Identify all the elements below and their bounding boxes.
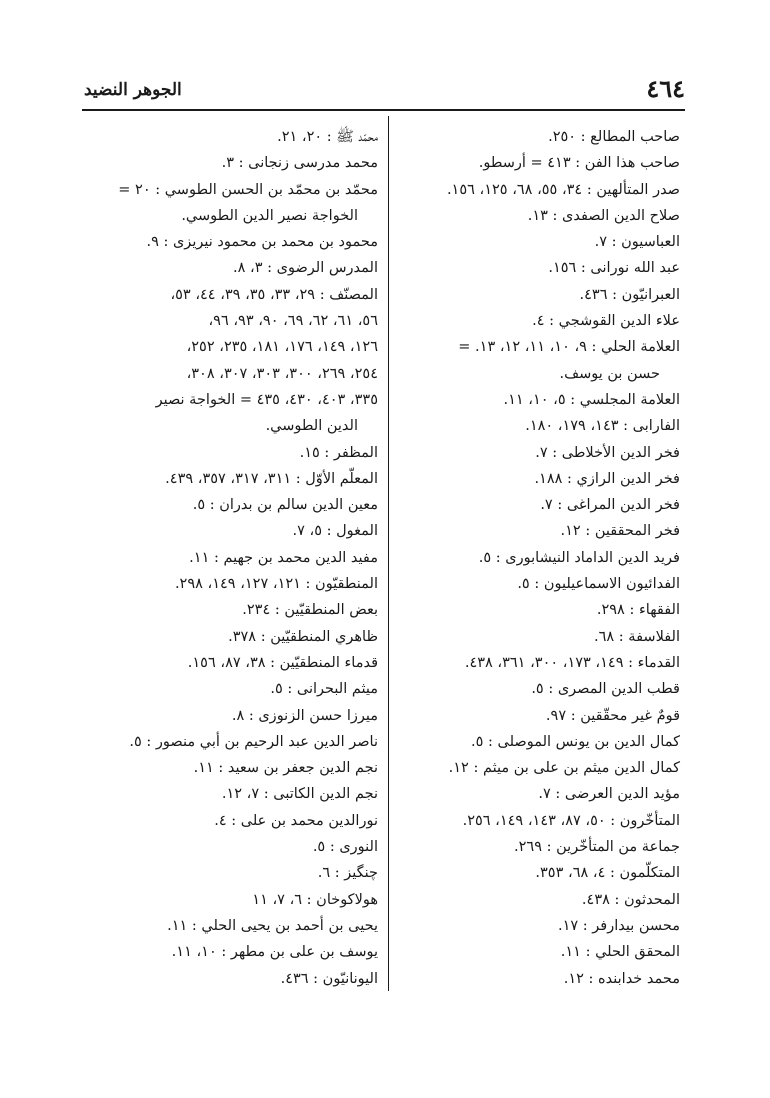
- index-entry-text: صاحب المطالع : ٢٥٠.: [548, 129, 680, 145]
- index-entry-text: محمد خدابنده : ١٢.: [563, 970, 680, 987]
- index-entry: [82, 150, 378, 176]
- index-entry: [82, 282, 378, 308]
- index-entry-text: المحقق الحلي : ١١.: [560, 944, 680, 961]
- index-entry: [398, 571, 680, 597]
- index-entry-text: محمّد ﷺ : ٢٠، ٢١.: [277, 129, 378, 145]
- index-entry-text: صلاح الدين الصفدى : ١٣.: [527, 207, 680, 224]
- index-entry: [82, 860, 378, 886]
- index-entry-text: المظفر : ١٥.: [299, 444, 378, 461]
- index-entry-text: محمد مدرسى زنجانى : ٣.: [221, 155, 378, 172]
- index-entry-text: علاء الدين القوشجي : ٤.: [532, 313, 680, 330]
- index-entry-text: الفارابى : ١٤٣، ١٧٩، ١٨٠.: [525, 418, 680, 435]
- index-entry: [82, 597, 378, 623]
- index-entry: [398, 255, 680, 281]
- index-entry-text: محسن بيدارفر : ١٧.: [558, 917, 680, 934]
- index-entry-text: المصنّف : ٢٩، ٣٣، ٣٥، ٣٩، ٤٤، ٥٣،: [170, 286, 378, 303]
- index-entry-text: چنگيز : ٦.: [317, 865, 378, 882]
- index-entry: [82, 255, 378, 281]
- index-entry: [82, 834, 378, 860]
- page-number: ٤٦٤: [646, 74, 685, 103]
- index-entry-text: صاحب هذا الفن : ٤١٣ = أرسطو.: [478, 155, 680, 172]
- index-entry: [398, 729, 680, 755]
- index-entry: [398, 545, 680, 571]
- index-entry-text: المتأخّرون : ٥٠، ٨٧، ١٤٣، ١٤٩، ٢٥٦.: [462, 812, 680, 829]
- index-entry-text: قطب الدين المصرى : ٥.: [531, 681, 680, 698]
- index-entry: [82, 229, 378, 255]
- index-entry-text: مفيد الدين محمد بن جهيم : ١١.: [189, 549, 378, 566]
- index-entry-text: المحدثون : ٤٣٨.: [581, 891, 680, 908]
- index-entry-text: محمود بن محمد بن محمود نيريزى : ٩.: [146, 234, 378, 251]
- index-entry: [398, 334, 680, 387]
- index-entry-text: الفلاسفة : ٦٨.: [594, 628, 680, 645]
- index-entry: [82, 624, 378, 650]
- index-entry-text: العبرانيّون : ٤٣٦.: [579, 286, 680, 303]
- book-title: الجوهر النضيد: [84, 80, 182, 100]
- index-entry: [398, 492, 680, 518]
- index-entry-text: صدر المتألهين : ٣٤، ٥٥، ٦٨، ١٢٥، ١٥٦.: [446, 181, 680, 198]
- index-entry: [398, 834, 680, 860]
- index-entry-text: فخر الدين الرازي : ١٨٨.: [534, 470, 680, 487]
- index-entry: [398, 624, 680, 650]
- index-entry: [82, 308, 378, 334]
- index-entry-text: القدماء : ١٤٩، ١٧٣، ٣٠٠، ٣٦١، ٤٣٨.: [464, 654, 680, 671]
- index-entry-text: الفقهاء : ٢٩٨.: [596, 602, 680, 619]
- index-entry-text: النورى : ٥.: [312, 839, 378, 856]
- index-entry: [398, 387, 680, 413]
- index-entry-text: مؤيد الدين العرضى : ٧.: [538, 786, 680, 803]
- index-entry-text: العلامة المجلسي : ٥، ١٠، ١١.: [503, 391, 680, 408]
- index-entry: [82, 755, 378, 781]
- index-entry: [82, 492, 378, 518]
- page-header: [82, 74, 685, 108]
- index-entry: [398, 755, 680, 781]
- index-entry: [398, 703, 680, 729]
- index-entry-text: ظاهري المنطقيّين : ٣٧٨.: [228, 628, 378, 645]
- index-entry: [82, 676, 378, 702]
- index-entry: [398, 676, 680, 702]
- index-entry-text: محمّد بن محمّد بن الحسن الطوسي : ٢٠ =: [118, 181, 378, 198]
- index-entry-continuation: حسن بن يوسف.: [559, 365, 660, 382]
- index-column-left: [82, 124, 378, 992]
- index-entry-text: نجم الدين جعفر بن سعيد : ١١.: [193, 760, 378, 777]
- index-entry-text: قومٌ غير محقّقين : ٩٧.: [545, 707, 680, 724]
- index-entry-text: الفدائيون الاسماعيليون : ٥.: [517, 576, 680, 593]
- index-entry-text: اليونانيّون : ٤٣٦.: [280, 970, 378, 987]
- column-divider: [388, 116, 389, 991]
- index-entry-text: معين الدين سالم بن بدران : ٥.: [192, 497, 378, 514]
- index-entry-text: ميثم البحرانى : ٥.: [270, 681, 378, 698]
- index-entry-text: المعلّم الأوّل : ٣١١، ٣١٧، ٣٥٧، ٤٣٩.: [165, 470, 378, 487]
- index-entry: [82, 781, 378, 807]
- index-entry: [82, 650, 378, 676]
- index-entry-text: فريد الدين الداماد النيشابورى : ٥.: [478, 549, 680, 566]
- index-entry: [82, 124, 378, 150]
- index-entry-text: ٥٦، ٦١، ٦٢، ٦٩، ٩٠، ٩٣، ٩٦،: [208, 313, 378, 330]
- index-entry-text: المدرس الرضوى : ٣، ٨.: [233, 260, 378, 277]
- index-entry: [82, 387, 378, 440]
- index-entry: [398, 939, 680, 965]
- index-entry: [398, 413, 680, 439]
- index-entry-text: العلامة الحلي : ٩، ١٠، ١١، ١٢، ١٣. =: [458, 339, 680, 356]
- index-entry-text: المتكلّمون : ٤، ٦٨، ٣٥٣.: [535, 865, 680, 882]
- index-entry: [82, 334, 378, 360]
- index-entry: [398, 229, 680, 255]
- index-entry: [398, 597, 680, 623]
- index-entry-text: كمال الدين ميثم بن على بن ميثم : ١٢.: [448, 760, 680, 777]
- index-entry: [398, 808, 680, 834]
- index-entry: [82, 703, 378, 729]
- index-entry-text: هولاكوخان : ٦، ٧، ١١: [252, 891, 378, 908]
- index-entry-text: المغول : ٥، ٧.: [292, 523, 378, 540]
- index-entry-text: فخر الدين المراغى : ٧.: [540, 497, 680, 514]
- index-entry-text: فخر الدين الأخلاطى : ٧.: [535, 444, 680, 461]
- index-entry: [82, 913, 378, 939]
- index-entry: [398, 860, 680, 886]
- index-entry-text: ١٢٦، ١٤٩، ١٧٦، ١٨١، ٢٣٥، ٢٥٢،: [186, 339, 378, 356]
- index-entry-text: جماعة من المتأخّرين : ٢٦٩.: [514, 839, 680, 856]
- index-entry-continuation: الخواجة نصير الدين الطوسي.: [181, 207, 358, 224]
- index-entry-text: نورالدين محمد بن على : ٤.: [214, 812, 378, 829]
- index-entry: [398, 177, 680, 203]
- index-entry: [398, 887, 680, 913]
- index-entry-text: يوسف بن على بن مطهر : ١٠، ١١.: [171, 944, 378, 961]
- index-entry: [82, 545, 378, 571]
- index-entry: [398, 124, 680, 150]
- index-entry: [398, 308, 680, 334]
- index-column-right: [398, 124, 680, 992]
- index-entry-continuation: الدين الطوسي.: [265, 418, 358, 435]
- index-entry-text: فخر المحققين : ١٢.: [560, 523, 680, 540]
- index-entry: [82, 729, 378, 755]
- index-entry: [82, 518, 378, 544]
- index-entry-text: يحيى بن أحمد بن يحيى الحلي : ١١.: [167, 917, 378, 934]
- index-entry: [82, 966, 378, 992]
- index-entry: [82, 466, 378, 492]
- index-entry-text: ميرزا حسن الزنوزى : ٨.: [231, 707, 378, 724]
- index-entry-text: العباسيون : ٧.: [594, 234, 680, 251]
- index-entry-text: ناصر الدين عبد الرحيم بن أبي منصور : ٥.: [129, 733, 378, 750]
- index-entry: [82, 440, 378, 466]
- index-entry: [82, 571, 378, 597]
- index-entry: [82, 887, 378, 913]
- index-entry-text: كمال الدين بن يونس الموصلى : ٥.: [471, 733, 680, 750]
- index-entry: [398, 781, 680, 807]
- index-entry-text: عبد الله نورانى : ١٥٦.: [548, 260, 680, 277]
- index-entry: [398, 966, 680, 992]
- index-entry-text: قدماء المنطقيّين : ٣٨، ٨٧، ١٥٦.: [187, 654, 378, 671]
- index-entry-text: بعض المنطقيّين : ٢٣٤.: [242, 602, 378, 619]
- index-entry: [82, 939, 378, 965]
- index-entry-text: ٢٥٤، ٢٦٩، ٣٠٠، ٣٠٣، ٣٠٧، ٣٠٨،: [186, 365, 378, 382]
- index-entry: [398, 913, 680, 939]
- index-entry: [398, 150, 680, 176]
- index-entry: [82, 177, 378, 230]
- index-entry: [398, 203, 680, 229]
- index-entry: [82, 808, 378, 834]
- index-entry: [398, 650, 680, 676]
- index-entry-text: نجم الدين الكاتبى : ٧، ١٢.: [221, 786, 378, 803]
- index-entry: [398, 518, 680, 544]
- index-entry: [398, 440, 680, 466]
- index-entry: [82, 361, 378, 387]
- index-entry: [398, 282, 680, 308]
- index-entry-text: المنطقيّون : ١٢١، ١٢٧، ١٤٩، ٢٩٨.: [174, 576, 378, 593]
- header-rule: [82, 109, 685, 111]
- index-entry: [398, 466, 680, 492]
- index-entry-text: ٣٣٥، ٤٠٣، ٤٣٠، ٤٣٥ = الخواجة نصير: [155, 391, 378, 408]
